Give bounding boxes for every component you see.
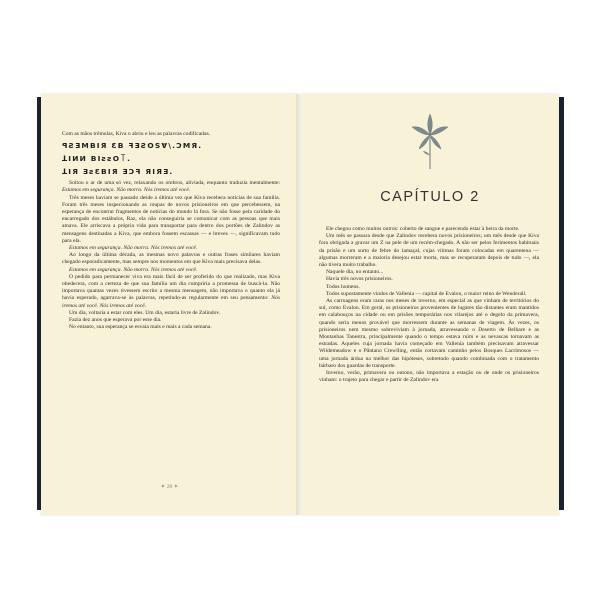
paragraph: Inverno, verão, primavera ou outono, não importava a estação ou de onde os prisioneiros vinham: o trajeto para chegar e partir de Zalindov era [319,370,539,384]
paragraph: Ao longo da última década, as mesmas novo palavras e outras frases similares haviam chegado esporadicamente, mas sempre nos momentos em que Kiva mais precisava delas. [62,252,280,266]
flower-ornament-icon [410,111,450,171]
paragraph: No entanto, sua esperança se esvaía mais e mais a cada semana. [69,324,212,331]
cipher-line: ꓕIИИ BIƨƨO꓄. [62,154,132,164]
right-page [301,94,559,515]
paragraph: Havia três novos prisioneiros. [326,276,393,283]
paragraph: Estamos em segurança. Não morra. Nós iremos até você. [69,245,198,252]
left-page-text [62,131,280,331]
paragraph: As carruagens eram raras nos meses de inverno, em especial as que vinham de territórios do sul, como Evalon. Em geral, os prisioneiros provenientes de lugares tão distantes eram mantidos em calabouços na cidade ou em prisões temporárias nos vilarejos até o degelo da primavera, quando seria menos provável que morressem durante as semanas de viagem. Às vezes, os prisioneiros nem mesmo sobreviviam à jornada, atravessando o Deserto de Belhare e as Montanhas Tanestra, principalmente quando o tempo estava ruim e as nevascas tornavam as estradas. Aqueles cuja jornada havia começado em Vallenia também precisavam atravessar Wildemeadow e o Pântano Crewlling, então cortavam caminho pelos Bosques Lacrimosos — uma jornada árdua na melhor das hipóteses, sobretudo quando combinada com o tratamento bárbaro dos guardas de transporte. [319,298,539,369]
paragraph: Um mês se passara desde que Zalindov recebera novos prisioneiros; um mês desde que Kiva fora obrigada a gravar um Z na pele de um recém-chegado. A não ser pelos ferimentos habituais da prisão e um surto de febre do lamaçal, cujas vítimas foram colocadas em quarentena — algumas morreram e a maioria desejou estar morta, mas se recuperaram depois de tudo —, ela não tivera muito trabalho. [319,233,539,269]
cipher-line: ꟼƧƎMBIЯ ƐB ꟻƎƧOSⱯ\.ƆMЯ. [62,141,203,151]
paragraph: Naquele dia, no entanto... [326,269,384,276]
page-number: ✦ 20 ✦ [160,484,179,490]
chapter-title: CAPÍTULO 2 [380,189,480,205]
left-page [41,94,299,515]
paragraph: Todos supostamente vindos de Vallenia — capital de Evalon, o maior reino de Wenderall. [326,290,527,297]
paragraph: Todos homens. [326,283,360,290]
paragraph: O pedido para permanecer viva era mais fácil de ser proferido do que realizado, mas Kiva obedecera, com a certeza de que sua família um dia cumpriria a promessa de buscá-la. Não importava quantas vezes tivessem escrito a mesma mensagem, não importava o quanto ela já havia esperado, agarrava-se às palavras, repetindo-as regularmente em seu pensamento: Nós iremos até você. Nós iremos até você. [62,273,280,309]
paragraph: Soltou o ar de uma só vez, relaxando os ombros, aliviada, enquanto traduzia mentalmente: Estamos em segurança. Não morra. Nós iremos até você. [62,180,280,194]
right-page-text [319,226,539,384]
paragraph: Ele chegou como muitos outros: coberto de sangue e parecendo estar à beira da morte. [326,226,520,232]
paragraph: Estamos em segurança. Não morra. Nós iremos até você. [69,266,198,273]
paragraph: Fazia dez anos que esperava por esse dia. [69,317,162,324]
intro-paragraph: Com as mãos trêmulas, Kiva o abriu e leu as palavras codificadas. [62,131,211,137]
paragraph: Três meses haviam se passado desde a última vez que Kiva recebera notícias de sua família. Foram três meses inspecionando as roupas de novos prisioneiros em que percebessem, na esperança de encontrar fragmentos de notícias do mundo lá fora. Se não fosse pela caridade do encarregado dos estábulos, Raz, ela não conseguiria se comunicar com as pessoas que mais amava. Ele arriscava a própria vida para transportar para dentro dos portões de Zalindov as mensagens destinadas a Kiva, que embora fossem escassas — e breves —, significavam tudo para ela. [62,194,280,244]
cipher-line: ꓕIЯ ƎƨƐBIЯ ƎƆꟻ ЯIЯƎ. [62,167,174,177]
paragraph: Um dia, voltaria a estar com eles. Um dia, estaria livre de Zalindov. [69,309,221,316]
